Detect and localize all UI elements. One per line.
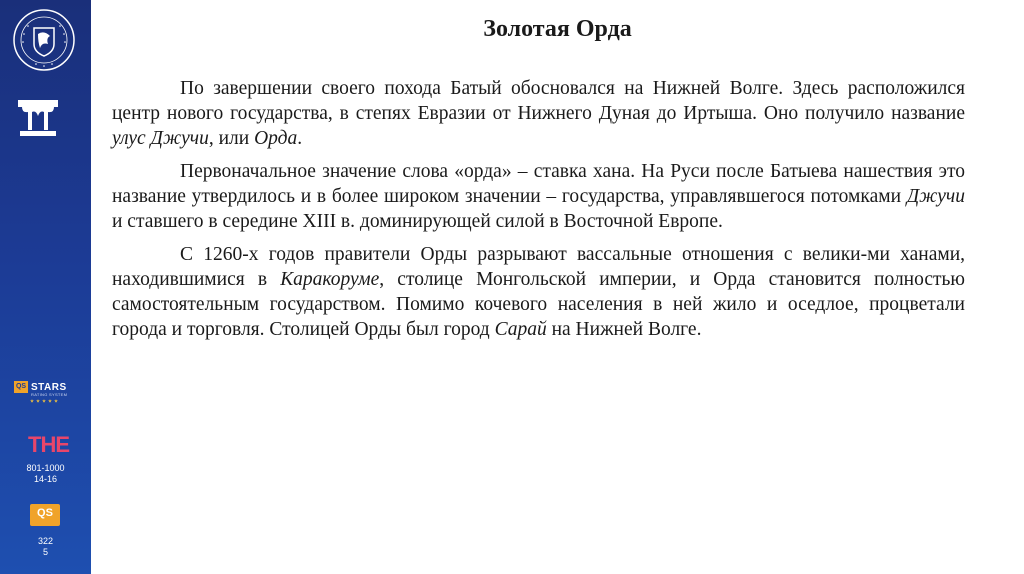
qs-rank-line1: 322	[37, 536, 54, 546]
paragraph-2	[112, 159, 965, 234]
star-icon	[48, 399, 52, 403]
slide-body	[112, 76, 965, 350]
qs-rank-line2: 5	[42, 547, 48, 557]
text-run: Первоначальное значение слова «орда» – ставка хана. На Руси после Батыева нашествия это название утвердилось и в более широком значении – государства, управлявшегося потомками	[112, 161, 965, 207]
the-rank-line2: 14-16	[33, 474, 58, 484]
paragraph-1	[112, 76, 965, 151]
column-logo-icon	[16, 96, 60, 140]
paragraph-3	[112, 242, 965, 342]
text-run: С 1260-х годов правители Орды разрывают вассальные отношения с велики-ми ханами, находившимися в	[112, 244, 965, 290]
qs-logo-icon: QS	[30, 504, 60, 526]
text-run: , или	[208, 128, 255, 149]
text-run: По завершении своего похода Батый обосновался на Нижней Волге. Здесь расположился центр нового государства, в степях Евразии от Нижнего Дуная до Иртыша. Оно получило название	[112, 78, 965, 124]
italic-term: Каракоруме	[280, 269, 380, 290]
slide-title: Золотая Орда	[483, 16, 632, 42]
qs-stars-icon: QS	[14, 381, 28, 393]
stars-rating-row	[30, 399, 78, 403]
the-rank-line1: 801-1000	[26, 463, 65, 473]
italic-term: улус Джучи	[112, 128, 209, 149]
star-icon	[30, 399, 34, 403]
star-icon	[54, 399, 58, 403]
text-run: .	[297, 128, 303, 149]
the-logo-icon: THE	[28, 432, 69, 457]
italic-term: Орда	[254, 128, 298, 149]
italic-term: Сарай	[494, 319, 547, 340]
qs-stars-badge	[14, 381, 78, 409]
text-run: и ставшего в середине XIII в. доминирующей силой в Восточной Европе.	[112, 211, 723, 232]
stars-label: STARS	[31, 381, 67, 393]
star-icon	[42, 399, 46, 403]
university-emblem-icon	[12, 8, 76, 72]
text-run: , столице Монгольской империи, и Орда становится полностью самостоятельным государством. Помимо кочевого населения в ней жило и оседлое, процветали города и торговля. Столицей Орды был город	[112, 269, 965, 340]
star-icon	[36, 399, 40, 403]
sidebar	[0, 0, 91, 574]
text-run: на Нижней Волге.	[546, 319, 702, 340]
italic-term: Джучи	[906, 186, 965, 207]
stars-sub-label: RATING SYSTEM	[31, 392, 68, 397]
